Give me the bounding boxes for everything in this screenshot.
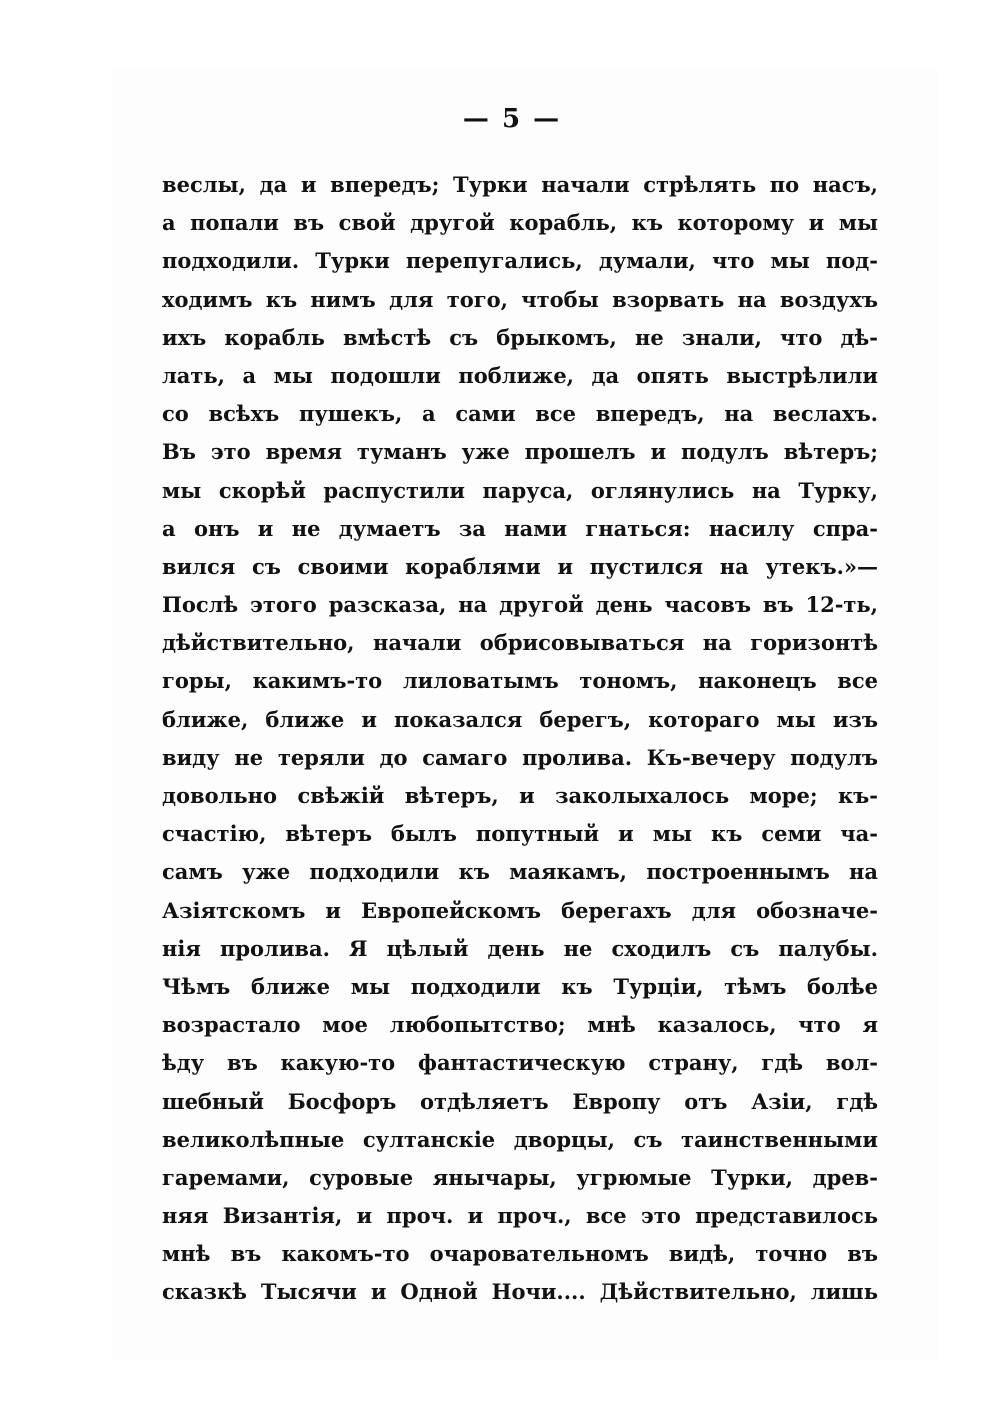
text-line: а онъ и не думаетъ за нами гнаться: насилу спра-	[162, 515, 878, 541]
text-line: горы, какимъ-то лиловатымъ тономъ, наконецъ все	[162, 668, 878, 694]
text-line: Азіятскомъ и Европейскомъ берегахъ для обозначе-	[162, 897, 878, 923]
text-line: нія пролива. Я цѣлый день не сходилъ съ палубы.	[162, 935, 878, 961]
text-line: самъ уже подходили къ маякамъ, построеннымъ на	[162, 859, 878, 885]
text-line: великолѣпные султанскіе дворцы, съ таинственными	[162, 1126, 878, 1152]
text-line: виду не теряли до самаго пролива. Къ-вечеру подулъ	[162, 744, 878, 770]
text-line: Послѣ этого разсказа, на другой день часовъ въ 12-ть,	[162, 592, 878, 618]
text-line: вился съ своими кораблями и пустился на утекъ.»—	[162, 553, 878, 579]
text-line: мнѣ въ какомъ-то очаровательномъ видѣ, точно въ	[162, 1241, 878, 1267]
body-text	[162, 166, 878, 1312]
text-line: дѣйствительно, начали обрисовываться на горизонтѣ	[162, 630, 878, 656]
text-line: гаремами, суровые янычары, угрюмые Турки, древ-	[162, 1164, 878, 1190]
text-line: ихъ корабль вмѣстѣ съ брыкомъ, не знали, что дѣ-	[162, 324, 878, 350]
text-line: Чѣмъ ближе мы подходили къ Турціи, тѣмъ болѣе	[162, 973, 878, 999]
text-line: мы скорѣй распустили паруса, оглянулись на Турку,	[162, 477, 878, 503]
text-line: лать, а мы подошли поближе, да опять выстрѣлили	[162, 362, 878, 388]
text-line: веслы, да и впередъ; Турки начали стрѣлять по насъ,	[162, 172, 878, 197]
text-line: сказкѣ Тысячи и Одной Ночи.... Дѣйствительно, лишь	[162, 1279, 878, 1305]
text-line: возрастало мое любопытство; мнѣ казалось, что я	[162, 1012, 878, 1038]
text-line: подходили. Турки перепугались, думали, что мы под-	[162, 248, 878, 274]
text-line: шебный Босфоръ отдѣляетъ Европу отъ Азіи, гдѣ	[162, 1088, 878, 1114]
text-line: со всѣхъ пушекъ, а сами все впередъ, на веслахъ.	[162, 401, 878, 427]
page-number: — 5 —	[462, 104, 562, 134]
text-line: счастію, вѣтеръ былъ попутный и мы къ семи ча-	[162, 821, 878, 847]
text-line: ѣду въ какую-то фантастическую страну, гдѣ вол-	[162, 1050, 878, 1076]
text-line: а попали въ свой другой корабль, къ которому и мы	[162, 210, 878, 236]
text-line: довольно свѣжій вѣтеръ, и заколыхалось море; къ-	[162, 783, 878, 808]
text-line: ходимъ къ нимъ для того, чтобы взорвать на воздухъ	[162, 286, 878, 312]
text-line: няя Византія, и проч. и проч., все это представилось	[162, 1203, 878, 1229]
text-line: Въ это время туманъ уже прошелъ и подулъ вѣтеръ;	[162, 439, 878, 465]
text-line: ближе, ближе и показался берегъ, котораго мы изъ	[162, 706, 878, 732]
